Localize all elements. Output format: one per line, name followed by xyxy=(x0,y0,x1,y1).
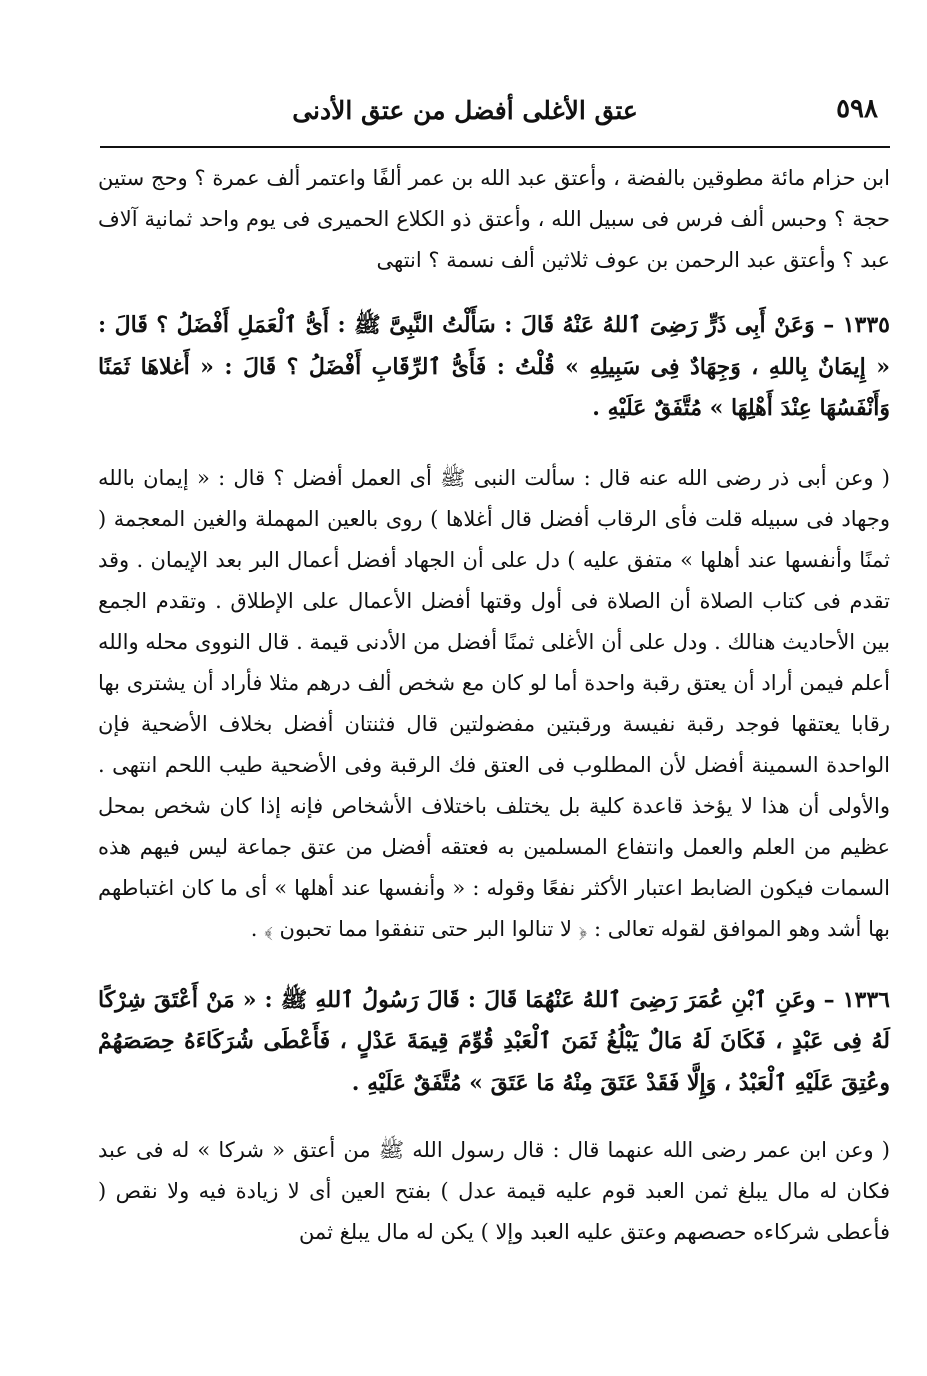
header-rule xyxy=(100,146,890,148)
commentary-paragraph-3: ( وعن ابن عمر رضى الله عنهما قال : قال رسول الله ﷺ من أعتق « شركا » له فى عبد فكان له مال يبلغ ثمن العبد قوم عليه قيمة عدل ) بفتح العين أى لا زيادة فيه ولا نقص ( فأعطى شركاءه حصصهم وعتق عليه العبد وإلا ) يكن له مال يبلغ ثمن xyxy=(98,1138,891,1244)
page-number: ٥٩٨ xyxy=(836,94,878,124)
commentary-paragraph-2: ( وعن أبى ذر رضى الله عنه قال : سألت النبى ﷺ أى العمل أفضل ؟ قال : « إيمان بالله وجهاد فى سبيله قلت فأى الرقاب أفضل قال أغلاها ) روى بالعين المهملة والغين المعجمة ( ثمنًا وأنفسها عند أهلها » متفق عليه ) دل على أن الجهاد أفضل أعمال البر بعد الإيمان . وقد تقدم فى كتاب الصلاة أن الصلاة فى أول وقتها أفضل الأعمال على الإطلاق . وتقدم الجمع بين الأحاديث هنالك . ودل على أن الأغلى ثمنًا أفضل من الأدنى قيمة . قال النووى محله والله أعلم فيمن أراد أن يعتق رقبة واحدة أما لو كان مع شخص ألف درهم مثلا فأراد أن يشترى بها رقابا يعتقها فوجد رقبة نفيسة ورقبتين مفضولتين قال فثنتان أفضل بخلاف الأضحية فإن الواحدة السمينة أفضل لأن المطلوب فى العتق فك الرقبة وفى الأضحية طيب اللحم انتهى . والأولى أن هذا لا يؤخذ قاعدة كلية بل يختلف باختلاف الأشخاص فإنه إذا كان شخص بمحل عظيم من العلم والعمل وانتفاع المسلمين به فعتقه أفضل من عتق جماعة ليس فيهم هذه السمات فيكون الضابط اعتبار الأكثر نفعًا وقوله : « وأنفسها عند أهلها » أى ما كان اغتباطهم بها أشد وهو الموافق لقوله تعالى : ﴿ لا تنالوا البر حتى تنفقوا مما تحبون ﴾ . xyxy=(98,465,890,941)
page-header xyxy=(100,88,890,144)
running-title: عتق الأغلى أفضل من عتق الأدنى xyxy=(292,96,638,125)
hadith-1336: ١٣٣٦ – وعَنِ ٱبْنِ عُمَرَ رَضِىَ ٱللهُ عَنْهُمَا قَالَ : قَالَ رَسُولُ ٱللهِ ﷺ : « مَنْ أَعْتَقَ شِرْكًا لَهُ فِى عَبْدٍ ، فَكَانَ لَهُ مَالٌ يَبْلُغُ ثَمَنَ ٱلْعَبْدِ قُوِّمَ قِيمَةَ عَدْلٍ ، فَأَعْطَى شُرَكَاءَهُ حِصَصَهُمْ وعُتِقَ عَلَيْهِ ٱلْعَبْدُ ، وَإِلَّا فَقَدْ عَتَقَ مِنْهُ مَا عَتَقَ » مُتَّفَقٌ عَلَيْهِ . xyxy=(98,986,890,1096)
hadith-1335: ١٣٣٥ – وَعَنْ أَبِى ذَرٍّ رَضِىَ ٱللهُ عَنْهُ قَالَ : سَأَلْتُ النَّبِىَّ ﷺ : أَىُّ ٱلْعَمَلِ أَفْضَلُ ؟ قَالَ : « إِيمَانٌ بِاللهِ ، وَجِهَادٌ فِى سَبِيلِهِ » قُلْتُ : فَأَىُّ ٱلرِّقَابِ أَفْضَلُ ؟ قَالَ : « أَغلاهَا ثَمَنًا وَأَنْفَسُهَا عِنْدَ أَهْلِهَا » مُتَّفَقٌ عَلَيْهِ . xyxy=(98,312,890,421)
commentary-paragraph-1: ابن حزام مائة مطوقين بالفضة ، وأعتق عبد الله بن عمر ألفًا واعتمر ألف عمرة ؟ وحج ستين حجة ؟ وحبس ألف فرس فى سبيل الله ، وأعتق ذو الكلاع الحميرى فى يوم واحد ثمانية آلاف عبد ؟ وأعتق عبد الرحمن بن عوف ثلاثين ألف نسمة ؟ انتهى xyxy=(98,166,890,272)
page-body xyxy=(98,158,890,1253)
